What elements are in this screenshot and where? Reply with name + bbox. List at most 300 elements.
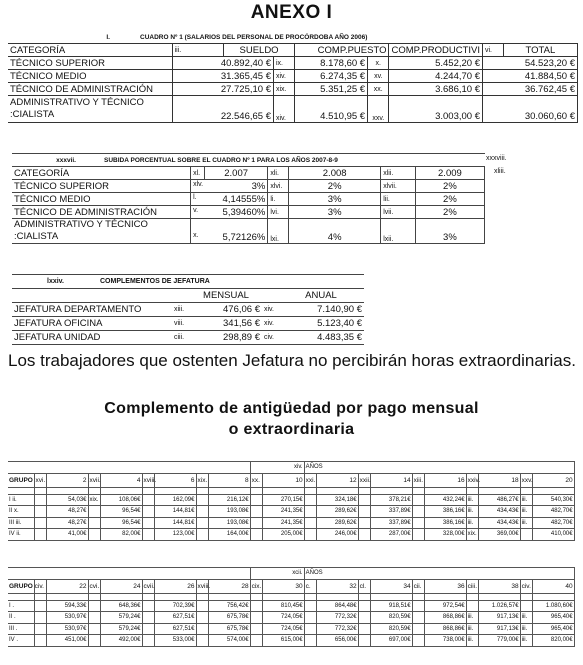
cell-mark: [196, 494, 208, 506]
cell-mark: [358, 635, 370, 647]
amount-cell: 324,18€: [316, 494, 358, 506]
spacer-cell: [8, 462, 250, 474]
cell-mark: [358, 612, 370, 624]
header-comp-puesto: COMP.PUESTO: [295, 44, 389, 57]
grupo-header: [8, 579, 44, 593]
grupo-cell: II x.: [8, 506, 34, 518]
years-header-row: [8, 473, 574, 487]
cell-mark: [142, 494, 154, 506]
year-header: 18: [478, 473, 520, 487]
amount-cell: 1.080,60€: [532, 600, 574, 612]
cell-mark: [88, 635, 100, 647]
cell-mark: [358, 600, 370, 612]
amount-cell: 54,03€: [46, 494, 88, 506]
amount-cell: 810,45€: [262, 600, 304, 612]
cell-mark: [304, 494, 316, 506]
year-mark: xviii.: [142, 473, 154, 487]
amount-cell: 270,15€: [262, 494, 304, 506]
year-header: 32: [316, 579, 358, 593]
table-row: [8, 506, 574, 518]
amount-cell: 530,97€: [46, 623, 88, 635]
cell-mark: [34, 612, 46, 624]
amount-cell: 675,78€: [208, 612, 250, 624]
year-header: 20: [532, 473, 574, 487]
table-row: JEFATURA OFICINA viii. 341,56 € xiv. 5.123,40 €: [14, 318, 362, 329]
year-header: 8: [208, 473, 250, 487]
amount-cell: 241,35€: [262, 517, 304, 529]
amount-cell: 486,27€: [478, 494, 520, 506]
spacer-cell: [316, 593, 358, 600]
grupo-label: GRUPO: [9, 582, 33, 590]
amount-cell: 193,08€: [208, 506, 250, 518]
amount-cell: 540,30€: [532, 494, 574, 506]
cell-mark: [412, 600, 424, 612]
year-header: 34: [370, 579, 412, 593]
year-header: 22: [46, 579, 88, 593]
table-row: ADMINISTRATIVO Y TÉCNICO :CIALISTA 22.546,65 € xiv. 4.510,95 € xxv. 3.003,00 € 30.060,60 €: [8, 96, 578, 123]
spacer-cell: [250, 593, 262, 600]
grupo-cell: I ii.: [8, 494, 34, 506]
cell-mark: [196, 600, 208, 612]
spacer-cell: [142, 487, 154, 494]
salary-table-caption: [8, 32, 578, 44]
cell-mark: [412, 506, 424, 518]
spacer-cell: [34, 487, 46, 494]
year-mark: xviii.: [196, 579, 208, 593]
cell-mark: [88, 600, 100, 612]
year-mark: xvi.: [34, 473, 46, 487]
year-header: 6: [154, 473, 196, 487]
cell-mark: [250, 506, 262, 518]
amount-cell: 779,00€: [478, 635, 520, 647]
year-mark: cix.: [250, 579, 262, 593]
spacer-cell: [154, 487, 196, 494]
amount-cell: 451,00€: [46, 635, 88, 647]
grupo-cell: IV .: [8, 635, 34, 647]
spacer-row: [8, 593, 574, 600]
seniority-heading: [0, 398, 583, 440]
spacer-cell: [478, 487, 520, 494]
table-row: TÉCNICO SUPERIOR 40.892,40 € ix. 8.178,60 € x. 5.452,20 € 54.523,20 €: [8, 57, 578, 70]
amount-cell: 738,00€: [424, 635, 466, 647]
spacer-cell: [8, 593, 34, 600]
amount-cell: 386,16€: [424, 506, 466, 518]
cell-mark: [250, 635, 262, 647]
amount-cell: 96,54€: [100, 517, 142, 529]
cell-mark: [88, 529, 100, 541]
year-header: 4: [100, 473, 142, 487]
year-mark: civ.: [520, 579, 532, 593]
cell-mark: [358, 623, 370, 635]
year-header: 14: [370, 473, 412, 487]
header-sueldo: SUELDO: [223, 44, 294, 57]
amount-cell: 594,33€: [46, 600, 88, 612]
spacer-cell: [142, 593, 154, 600]
amount-cell: 144,81€: [154, 506, 196, 518]
table-row: [8, 635, 574, 647]
amount-cell: 164,00€: [208, 529, 250, 541]
cell-mark: [196, 623, 208, 635]
cell-mark: [358, 529, 370, 541]
cell-mark: xix.: [466, 529, 478, 541]
year-header: 30: [262, 579, 304, 593]
cell-mark: [196, 517, 208, 529]
cell-mark: [88, 623, 100, 635]
cell-mark: iii.: [520, 623, 532, 635]
cell-mark: [34, 517, 46, 529]
amount-cell: 724,05€: [262, 623, 304, 635]
increase-table-caption: xxxvii. SUBIDA PORCENTUAL SOBRE EL CUADRO Nº 1 PARA LOS AÑOS 2007-8-9: [12, 154, 485, 167]
table-row: TÉCNICO DE ADMINISTRACIÓN v. 5,39460% lvi. 3% lvii. 2%: [12, 206, 485, 219]
year-header: 24: [100, 579, 142, 593]
year-header: 36: [424, 579, 466, 593]
years-label: AÑOS: [304, 568, 574, 580]
year-mark: xxv.: [520, 473, 532, 487]
cell-mark: [34, 529, 46, 541]
amount-cell: 434,43€: [478, 517, 520, 529]
amount-cell: 820,59€: [370, 623, 412, 635]
amount-cell: 482,70€: [532, 506, 574, 518]
cell-mark: [88, 517, 100, 529]
cell-mark: [412, 517, 424, 529]
grupo-mark: civ.: [32, 582, 44, 590]
year-mark: cvii.: [142, 579, 154, 593]
years-label-row: [8, 462, 574, 474]
cell-mark: [142, 612, 154, 624]
spacer-cell: [412, 487, 424, 494]
amount-cell: 82,00€: [100, 529, 142, 541]
grupo-header: [8, 473, 34, 487]
cell-mark: [304, 635, 316, 647]
spacer-cell: [34, 593, 46, 600]
amount-cell: 627,51€: [154, 612, 196, 624]
amount-cell: 627,51€: [154, 623, 196, 635]
amount-cell: 820,59€: [370, 612, 412, 624]
spacer-cell: [8, 487, 34, 494]
amount-cell: 864,48€: [316, 600, 358, 612]
spacer-cell: [424, 487, 466, 494]
amount-cell: 289,62€: [316, 517, 358, 529]
year-mark: xix.: [196, 473, 208, 487]
year-mark: xx.: [250, 473, 262, 487]
years-header-row: [8, 579, 574, 593]
spacer-cell: [208, 593, 250, 600]
spacer-cell: [100, 593, 142, 600]
grupo-cell: III iii.: [8, 517, 34, 529]
cell-mark: [466, 600, 478, 612]
table-row: TÉCNICO DE ADMINISTRACIÓN 27.725,10 € xix. 5.351,25 € xx. 3.686,10 € 36.762,45 €: [8, 83, 578, 96]
side-mark: xxxviii.: [486, 155, 507, 162]
header-mark-2: vi.: [483, 44, 504, 57]
cell-mark: [34, 494, 46, 506]
cell-mark: xix.: [88, 494, 100, 506]
spacer-cell: [46, 487, 88, 494]
spacer-cell: [520, 593, 532, 600]
cell-mark: [142, 600, 154, 612]
spacer-cell: [358, 593, 370, 600]
increase-table: [12, 153, 485, 244]
table-row: [8, 612, 574, 624]
cell-mark: [304, 612, 316, 624]
table-row: TÉCNICO MEDIO l. 4,14555% li. 3% lii. 2%: [12, 193, 485, 206]
amount-cell: 337,89€: [370, 506, 412, 518]
amount-cell: 492,00€: [100, 635, 142, 647]
amount-cell: 868,86€: [424, 623, 466, 635]
table-row: [8, 600, 574, 612]
cell-mark: [520, 600, 532, 612]
grupo-cell: III .: [8, 623, 34, 635]
year-mark: xxiv.: [466, 473, 478, 487]
amount-cell: 41,00€: [46, 529, 88, 541]
spacer-cell: [262, 487, 304, 494]
amount-cell: 579,24€: [100, 612, 142, 624]
spacer-cell: [250, 487, 262, 494]
amount-cell: 724,05€: [262, 612, 304, 624]
cell-mark: [196, 529, 208, 541]
cell-mark: [142, 635, 154, 647]
cell-mark: [196, 612, 208, 624]
amount-cell: 328,00€: [424, 529, 466, 541]
amount-cell: 48,27€: [46, 506, 88, 518]
cell-mark: [412, 494, 424, 506]
cell-mark: iii.: [520, 635, 532, 647]
cell-mark: [34, 623, 46, 635]
amount-cell: 216,12€: [208, 494, 250, 506]
year-mark: ciii.: [466, 579, 478, 593]
year-header: 38: [478, 579, 520, 593]
cell-mark: [250, 612, 262, 624]
cell-mark: [142, 623, 154, 635]
cell-mark: [250, 600, 262, 612]
years-label-row: [8, 568, 574, 580]
header-mark: iii.: [172, 44, 223, 57]
amount-cell: 648,36€: [100, 600, 142, 612]
grupo-label: GRUPO: [9, 476, 33, 484]
cell-mark: [196, 506, 208, 518]
spacer-cell: [46, 593, 88, 600]
management-table-header: MENSUAL ANUAL: [12, 289, 364, 303]
cell-mark: [304, 506, 316, 518]
cell-mark: [304, 517, 316, 529]
amount-cell: 205,00€: [262, 529, 304, 541]
amount-cell: 820,00€: [532, 635, 574, 647]
cell-mark: iii.: [466, 494, 478, 506]
years-mark: xiv.: [250, 462, 304, 474]
amount-cell: 917,13€: [478, 612, 520, 624]
spacer-cell: [466, 593, 478, 600]
amount-cell: 287,00€: [370, 529, 412, 541]
cell-mark: [304, 529, 316, 541]
seniority-table-22-40: [8, 567, 575, 647]
amount-cell: 48,27€: [46, 517, 88, 529]
table-row: TÉCNICO MEDIO 31.365,45 € xiv. 6.274,35 € xv. 4.244,70 € 41.884,50 €: [8, 70, 578, 83]
spacer-cell: [262, 593, 304, 600]
year-mark: cvi.: [88, 579, 100, 593]
years-mark: xcii.: [250, 568, 304, 580]
year-header: 10: [262, 473, 304, 487]
header-categoria: CATEGORÍA: [8, 44, 172, 57]
table-row: [8, 623, 574, 635]
amount-cell: 482,70€: [532, 517, 574, 529]
spacer-cell: [370, 593, 412, 600]
amount-cell: 432,24€: [424, 494, 466, 506]
year-mark: xxi.: [304, 473, 316, 487]
cell-mark: iii.: [520, 506, 532, 518]
cell-mark: [358, 494, 370, 506]
year-header: 26: [154, 579, 196, 593]
amount-cell: 434,43€: [478, 506, 520, 518]
spacer-cell: [196, 593, 208, 600]
cell-mark: [412, 623, 424, 635]
amount-cell: 337,89€: [370, 517, 412, 529]
amount-cell: 289,62€: [316, 506, 358, 518]
cell-mark: [250, 529, 262, 541]
table-row: TÉCNICO SUPERIOR xlv. 3% xlvi. 2% xlvii. 2%: [12, 180, 485, 193]
cell-mark: [196, 635, 208, 647]
amount-cell: 972,54€: [424, 600, 466, 612]
amount-cell: 615,00€: [262, 635, 304, 647]
amount-cell: 697,00€: [370, 635, 412, 647]
cell-mark: iii.: [466, 612, 478, 624]
year-mark: cii.: [412, 579, 424, 593]
years-label: AÑOS: [304, 462, 574, 474]
spacer-cell: [8, 568, 250, 580]
cell-mark: iii.: [520, 612, 532, 624]
cell-mark: [34, 600, 46, 612]
cell-mark: [412, 635, 424, 647]
spacer-cell: [466, 487, 478, 494]
amount-cell: 533,00€: [154, 635, 196, 647]
amount-cell: 574,00€: [208, 635, 250, 647]
year-header: 40: [532, 579, 574, 593]
grupo-cell: II .: [8, 612, 34, 624]
cell-mark: [304, 600, 316, 612]
amount-cell: 868,86€: [424, 612, 466, 624]
amount-cell: 917,13€: [478, 623, 520, 635]
amount-cell: 772,32€: [316, 612, 358, 624]
cell-mark: [250, 517, 262, 529]
header-comp-productividad: COMP.PRODUCTIVI: [389, 44, 483, 57]
amount-cell: 108,06€: [100, 494, 142, 506]
cell-mark: [250, 623, 262, 635]
year-header: 12: [316, 473, 358, 487]
year-mark: xxii.: [358, 473, 370, 487]
year-mark: cl.: [358, 579, 370, 593]
spacer-cell: [358, 487, 370, 494]
cell-mark: iii.: [466, 635, 478, 647]
cell-mark: iii.: [466, 517, 478, 529]
cell-mark: iii.: [466, 623, 478, 635]
cell-mark: [304, 623, 316, 635]
salary-table-title: CUADRO Nº 1 (SALARIOS DEL PERSONAL DE PROCÓRDOBA AÑO 2006): [140, 34, 368, 41]
spacer-cell: [370, 487, 412, 494]
amount-cell: 675,78€: [208, 623, 250, 635]
header-total: TOTAL: [503, 44, 577, 57]
amount-cell: 1.026,57€: [478, 600, 520, 612]
seniority-heading-line1: Complemento de antigüedad por pago mensual: [104, 400, 479, 417]
amount-cell: 579,24€: [100, 623, 142, 635]
seniority-table-2-20: [8, 461, 575, 541]
cell-mark: [358, 517, 370, 529]
spacer-cell: [478, 593, 520, 600]
spacer-cell: [520, 487, 532, 494]
cell-mark: iii.: [466, 506, 478, 518]
amount-cell: 656,00€: [316, 635, 358, 647]
amount-cell: 918,51€: [370, 600, 412, 612]
cell-mark: [88, 612, 100, 624]
amount-cell: 193,08€: [208, 517, 250, 529]
cell-mark: [520, 529, 532, 541]
amount-cell: 702,39€: [154, 600, 196, 612]
grupo-cell: I .: [8, 600, 34, 612]
amount-cell: 123,00€: [154, 529, 196, 541]
table-row: JEFATURA DEPARTAMENTO xiii. 476,06 € xiv. 7.140,90 €: [14, 304, 362, 315]
cell-mark: [142, 529, 154, 541]
year-header: 28: [208, 579, 250, 593]
amount-cell: 965,40€: [532, 623, 574, 635]
amount-cell: 756,42€: [208, 600, 250, 612]
overtime-paragraph: Los trabajadores que ostenten Jefatura no percibirán horas extraordinarias.: [8, 351, 576, 370]
spacer-cell: [208, 487, 250, 494]
cell-mark: [250, 494, 262, 506]
spacer-cell: [316, 487, 358, 494]
amount-cell: 378,21€: [370, 494, 412, 506]
spacer-row: [8, 487, 574, 494]
table-row: [8, 517, 574, 529]
salary-table-number: I.: [106, 34, 110, 41]
amount-cell: 772,32€: [316, 623, 358, 635]
cell-mark: [142, 517, 154, 529]
year-header: 2: [46, 473, 88, 487]
cell-mark: iii.: [520, 517, 532, 529]
amount-cell: 386,16€: [424, 517, 466, 529]
amount-cell: 241,35€: [262, 506, 304, 518]
year-mark: xvii.: [88, 473, 100, 487]
salary-table: [8, 32, 578, 123]
spacer-cell: [196, 487, 208, 494]
amount-cell: 96,54€: [100, 506, 142, 518]
cell-mark: [88, 506, 100, 518]
cell-mark: [34, 635, 46, 647]
annex-title: ANEXO I: [250, 2, 333, 23]
cell-mark: [34, 506, 46, 518]
amount-cell: 246,00€: [316, 529, 358, 541]
cell-mark: [412, 612, 424, 624]
table-row: ADMINISTRATIVO Y TÉCNICO :CIALISTA x. 5,72126% lxi. 4% lxii. 3%: [12, 219, 485, 244]
spacer-cell: [100, 487, 142, 494]
year-mark: c.: [304, 579, 316, 593]
salary-table-header: [8, 44, 578, 57]
table-row: JEFATURA UNIDAD ciii. 298,89 € civ. 4.483,35 €: [14, 332, 362, 343]
table-row: [8, 529, 574, 541]
amount-cell: 162,09€: [154, 494, 196, 506]
amount-cell: 369,00€: [478, 529, 520, 541]
spacer-cell: [88, 487, 100, 494]
side-mark: xliii.: [494, 168, 506, 175]
spacer-cell: [532, 593, 574, 600]
cell-mark: [142, 506, 154, 518]
year-header: 16: [424, 473, 466, 487]
year-mark: xiii.: [412, 473, 424, 487]
cell-mark: iii.: [520, 494, 532, 506]
cell-mark: [358, 506, 370, 518]
spacer-cell: [304, 593, 316, 600]
spacer-cell: [412, 593, 424, 600]
increase-table-header: CATEGORÍA xl. 2.007 xli. 2.008 xlii. 2.009: [12, 167, 485, 180]
grupo-cell: IV ii.: [8, 529, 34, 541]
table-row: [8, 494, 574, 506]
amount-cell: 530,97€: [46, 612, 88, 624]
